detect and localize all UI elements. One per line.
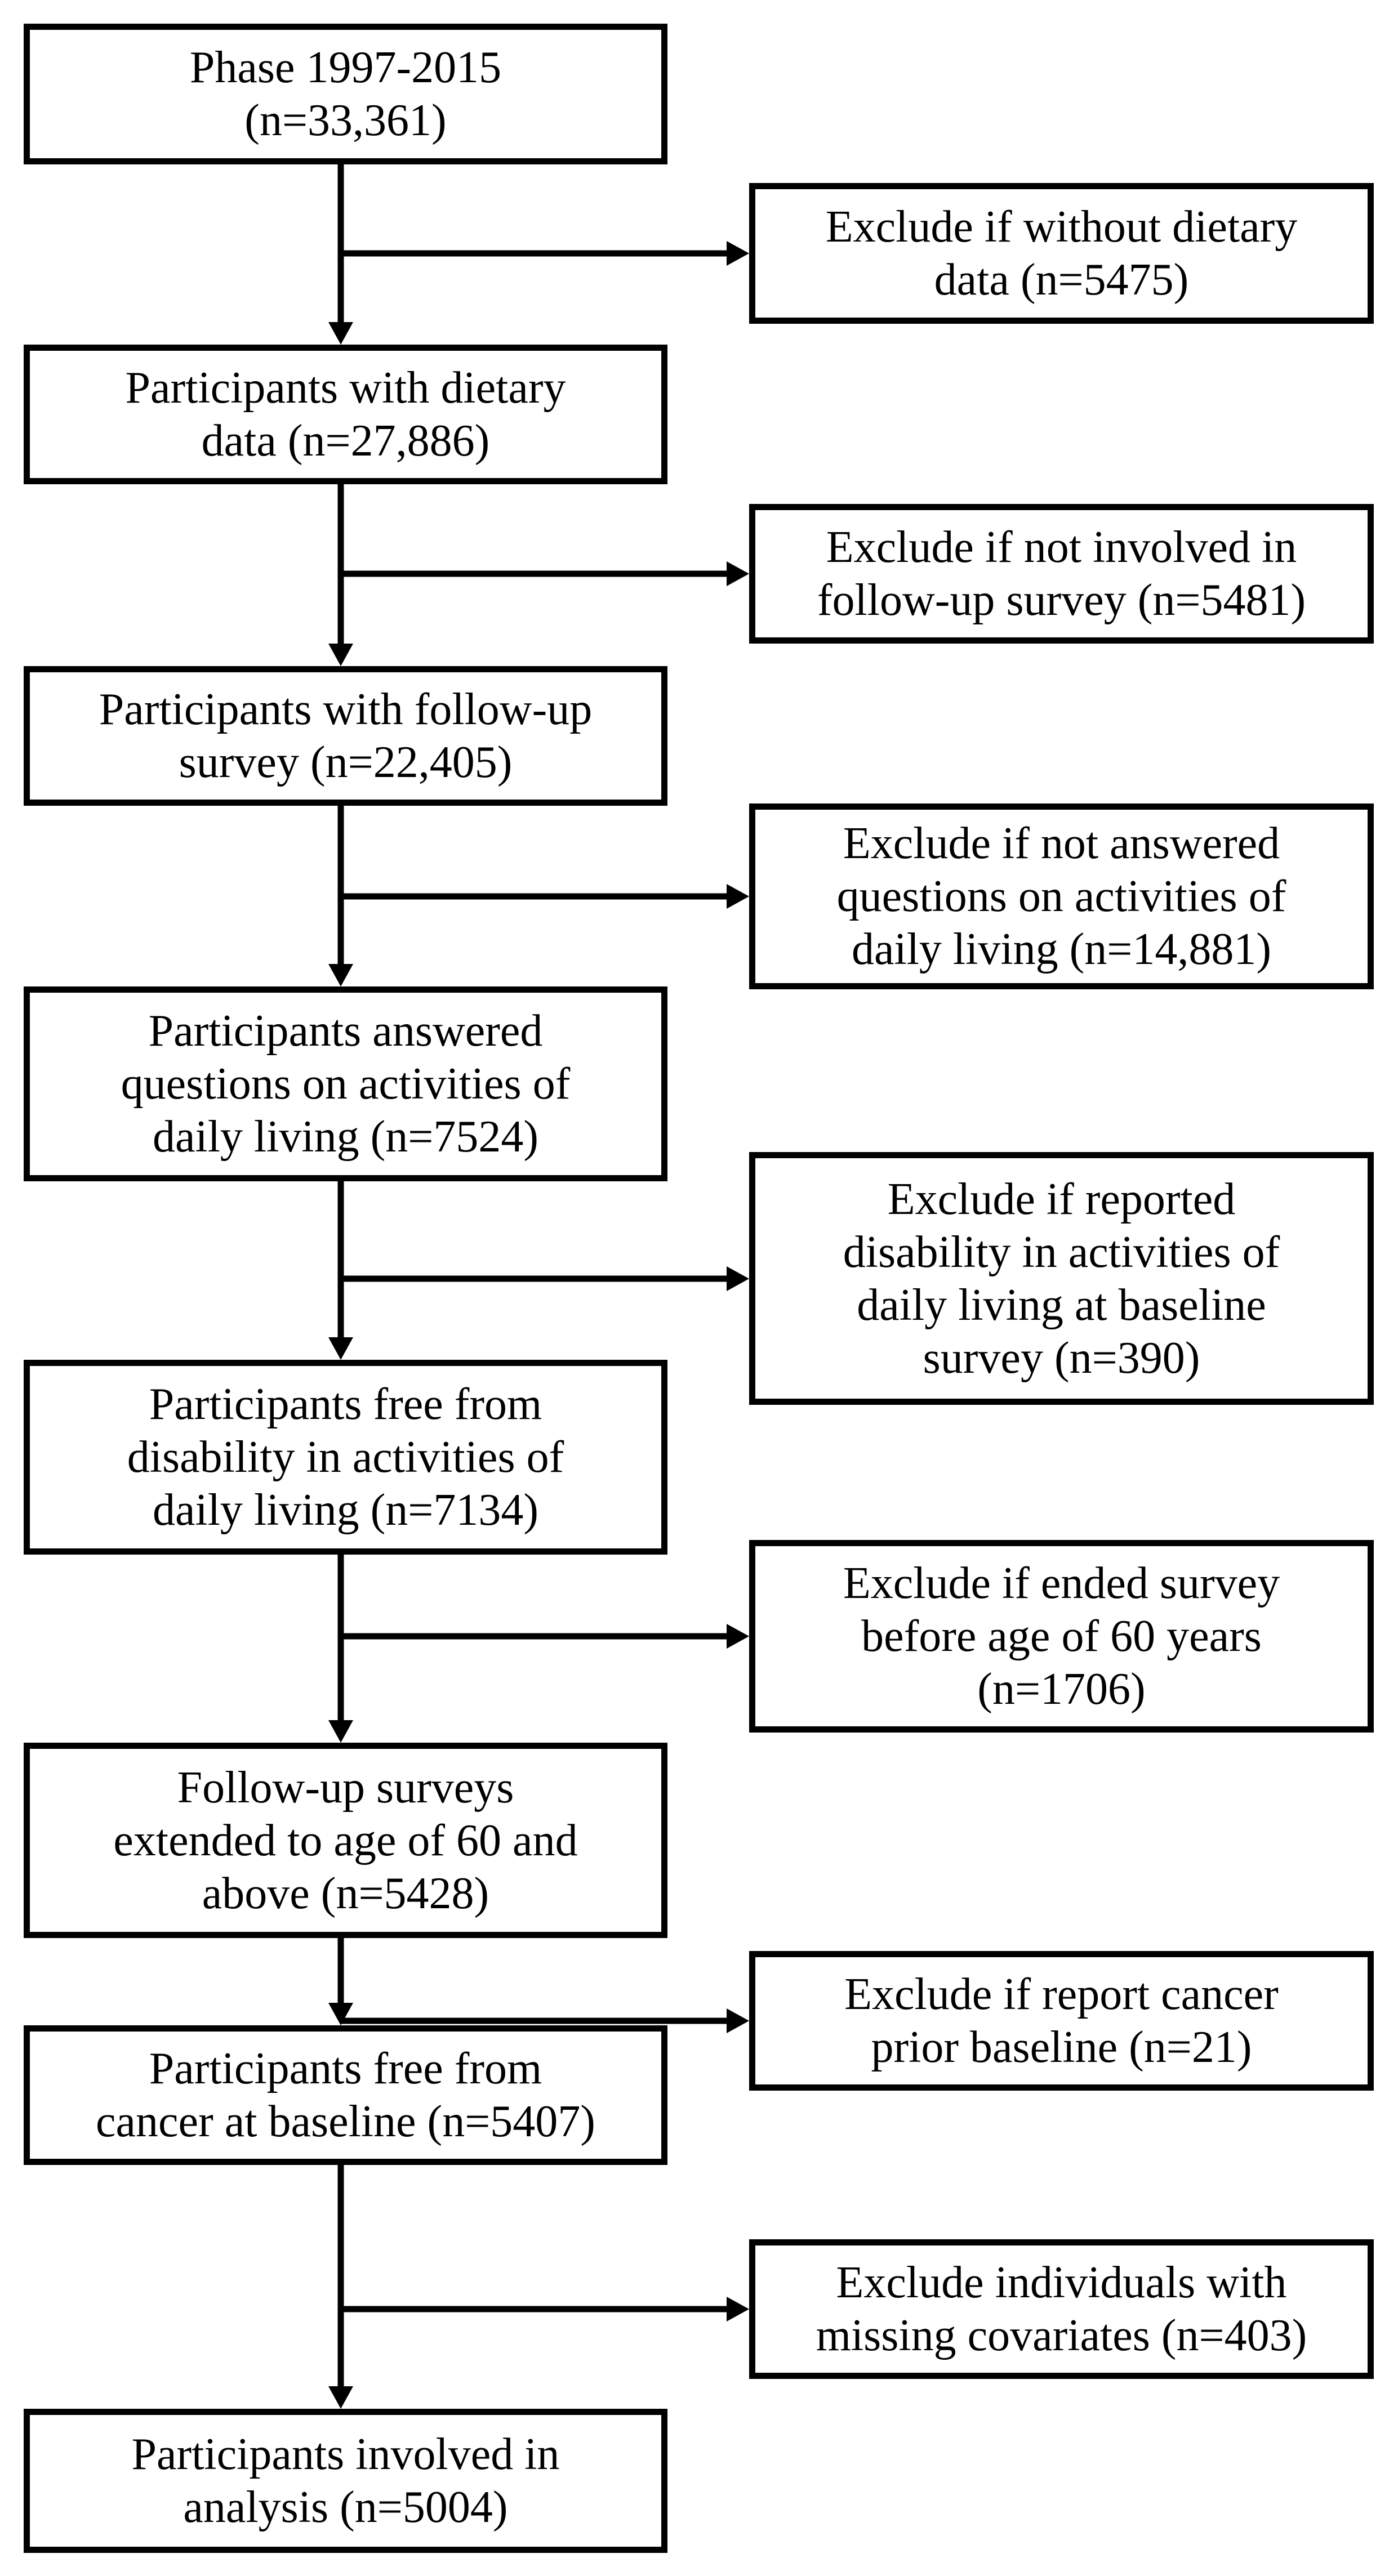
step-box — [24, 24, 667, 164]
exclusion-box-line: Exclude individuals with — [836, 2258, 1287, 2307]
step-box — [24, 1360, 667, 1555]
exclusion-box — [749, 504, 1374, 644]
exclusion-box — [749, 183, 1374, 324]
exclusion-box-line: before age of 60 years — [861, 1611, 1262, 1661]
down-arrowhead-icon — [328, 644, 353, 666]
down-arrowhead-icon — [328, 2386, 353, 2409]
down-arrowhead-icon — [328, 1720, 353, 1743]
step-box — [24, 345, 667, 484]
step-box-line: Participants answered — [148, 1006, 543, 1056]
exclusion-box-line: Exclude if reported — [887, 1174, 1236, 1224]
exclusion-box-line: Exclude if not answered — [843, 819, 1280, 868]
exclusion-box-line: Exclude if report cancer — [844, 1970, 1279, 2019]
step-box-line: above (n=5428) — [202, 1868, 489, 1918]
exclusion-box-line: disability in activities of — [843, 1227, 1280, 1277]
down-arrowhead-icon — [328, 322, 353, 345]
step-box-line: cancer at baseline (n=5407) — [96, 2097, 595, 2146]
exclusion-box — [749, 803, 1374, 989]
step-box-line: disability in activities of — [127, 1432, 564, 1482]
step-box-line: Follow-up surveys — [177, 1762, 514, 1812]
exclusion-box-line: survey (n=390) — [923, 1333, 1200, 1383]
right-arrowhead-icon — [727, 2297, 749, 2321]
exclusion-box — [749, 1951, 1374, 2091]
step-box-line: Participants free from — [149, 1379, 542, 1429]
exclusion-box-line: Exclude if ended survey — [843, 1559, 1280, 1608]
step-box-line: (n=33,361) — [244, 96, 447, 145]
step-box-line: questions on activities of — [121, 1059, 571, 1109]
step-box — [24, 2409, 667, 2553]
exclusion-box — [749, 1540, 1374, 1733]
step-box — [24, 666, 667, 806]
step-box-line: extended to age of 60 and — [113, 1815, 578, 1865]
right-arrowhead-icon — [727, 1266, 749, 1291]
step-box-line: data (n=27,886) — [201, 416, 490, 466]
right-arrowhead-icon — [727, 884, 749, 909]
step-box — [24, 2025, 667, 2165]
step-box — [24, 1743, 667, 1938]
exclusion-box-line: data (n=5475) — [934, 255, 1189, 305]
step-box-line: Participants with dietary — [125, 363, 566, 413]
exclusion-box-line: daily living at baseline — [857, 1280, 1266, 1330]
exclusion-box — [749, 1152, 1374, 1405]
step-box-line: daily living (n=7524) — [152, 1112, 539, 1162]
exclusion-box-line: follow-up survey (n=5481) — [817, 575, 1306, 625]
step-box-line: Phase 1997-2015 — [189, 43, 502, 92]
step-box-line: daily living (n=7134) — [152, 1485, 539, 1535]
exclusion-box-line: Exclude if without dietary — [825, 202, 1298, 252]
exclusion-box-line: prior baseline (n=21) — [871, 2023, 1252, 2072]
down-arrowhead-icon — [328, 1337, 353, 1360]
right-arrowhead-icon — [727, 241, 749, 266]
exclusion-box — [749, 2239, 1374, 2379]
step-box — [24, 986, 667, 1181]
down-arrowhead-icon — [328, 964, 353, 986]
step-box-line: Participants free from — [149, 2044, 542, 2093]
step-box-line: analysis (n=5004) — [183, 2483, 508, 2532]
exclusion-box-line: questions on activities of — [836, 872, 1286, 921]
right-arrowhead-icon — [727, 2008, 749, 2033]
exclusion-box-line: missing covariates (n=403) — [816, 2311, 1307, 2360]
exclusion-box-line: daily living (n=14,881) — [851, 925, 1272, 974]
step-box-line: survey (n=22,405) — [179, 738, 513, 787]
step-box-line: Participants involved in — [131, 2430, 560, 2479]
right-arrowhead-icon — [727, 561, 749, 586]
step-box-line: Participants with follow-up — [99, 685, 593, 734]
exclusion-box-line: (n=1706) — [977, 1664, 1146, 1714]
right-arrowhead-icon — [727, 1624, 749, 1649]
exclusion-box-line: Exclude if not involved in — [826, 523, 1297, 572]
